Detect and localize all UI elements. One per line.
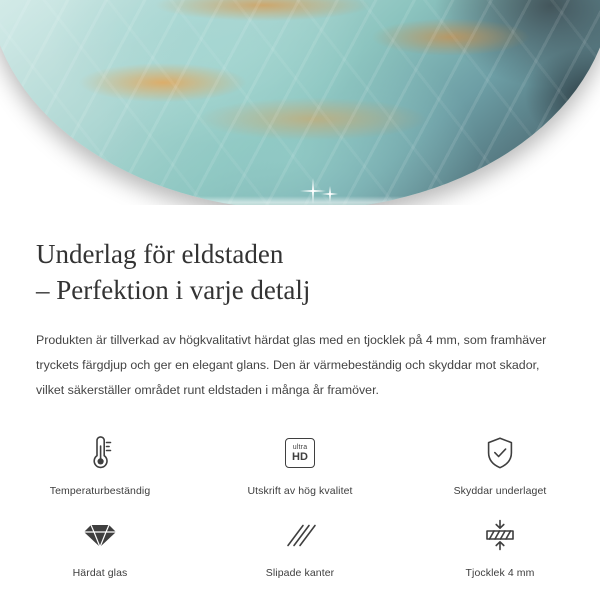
ultra-hd-icon <box>285 429 315 477</box>
feature-item-thickness <box>400 511 600 579</box>
page-title-line-2: – Perfektion i varje detalj <box>36 274 311 305</box>
hero-image <box>0 0 600 205</box>
glass-edge-highlight <box>0 196 600 205</box>
feature-label: Temperaturbeständig <box>49 485 151 498</box>
shield-check-icon <box>484 429 516 477</box>
thermometer-icon <box>83 429 117 477</box>
feature-label: Tjocklek 4 mm <box>465 567 535 580</box>
page-title <box>36 237 556 308</box>
feature-item-temperature <box>0 429 200 497</box>
feature-item-print-quality <box>200 429 400 497</box>
feature-grid <box>0 429 600 579</box>
feature-item-protects-surface <box>400 429 600 497</box>
feature-label: Slipade kanter <box>265 567 335 580</box>
feature-item-polished-edges <box>200 511 400 579</box>
feature-label: Skyddar underlaget <box>453 485 547 498</box>
polished-edges-icon <box>283 511 317 559</box>
ultra-hd-badge-top: ultra <box>292 443 308 451</box>
feature-item-tempered-glass <box>0 511 200 579</box>
page-title-line-1: Underlag för eldstaden <box>36 239 284 269</box>
feature-label: Härdat glas <box>72 567 128 580</box>
feature-label: Utskrift av hög kvalitet <box>247 485 353 498</box>
thickness-icon <box>482 511 518 559</box>
glass-gloss-overlay <box>0 0 600 205</box>
product-description: Produkten är tillverkad av högkvalitativt härdat glas med en tjocklek på 4 mm, som framhäver tryckets färgdjup och ger en elegant glans. Den är värmebeständig och skyddar mot skador, vilket säkerställer området runt eldstaden i många år framöver. <box>36 333 547 398</box>
content-section <box>0 205 600 579</box>
ultra-hd-badge-bottom: HD <box>292 450 308 463</box>
round-glass-board <box>0 0 600 205</box>
diamond-icon <box>82 511 118 559</box>
